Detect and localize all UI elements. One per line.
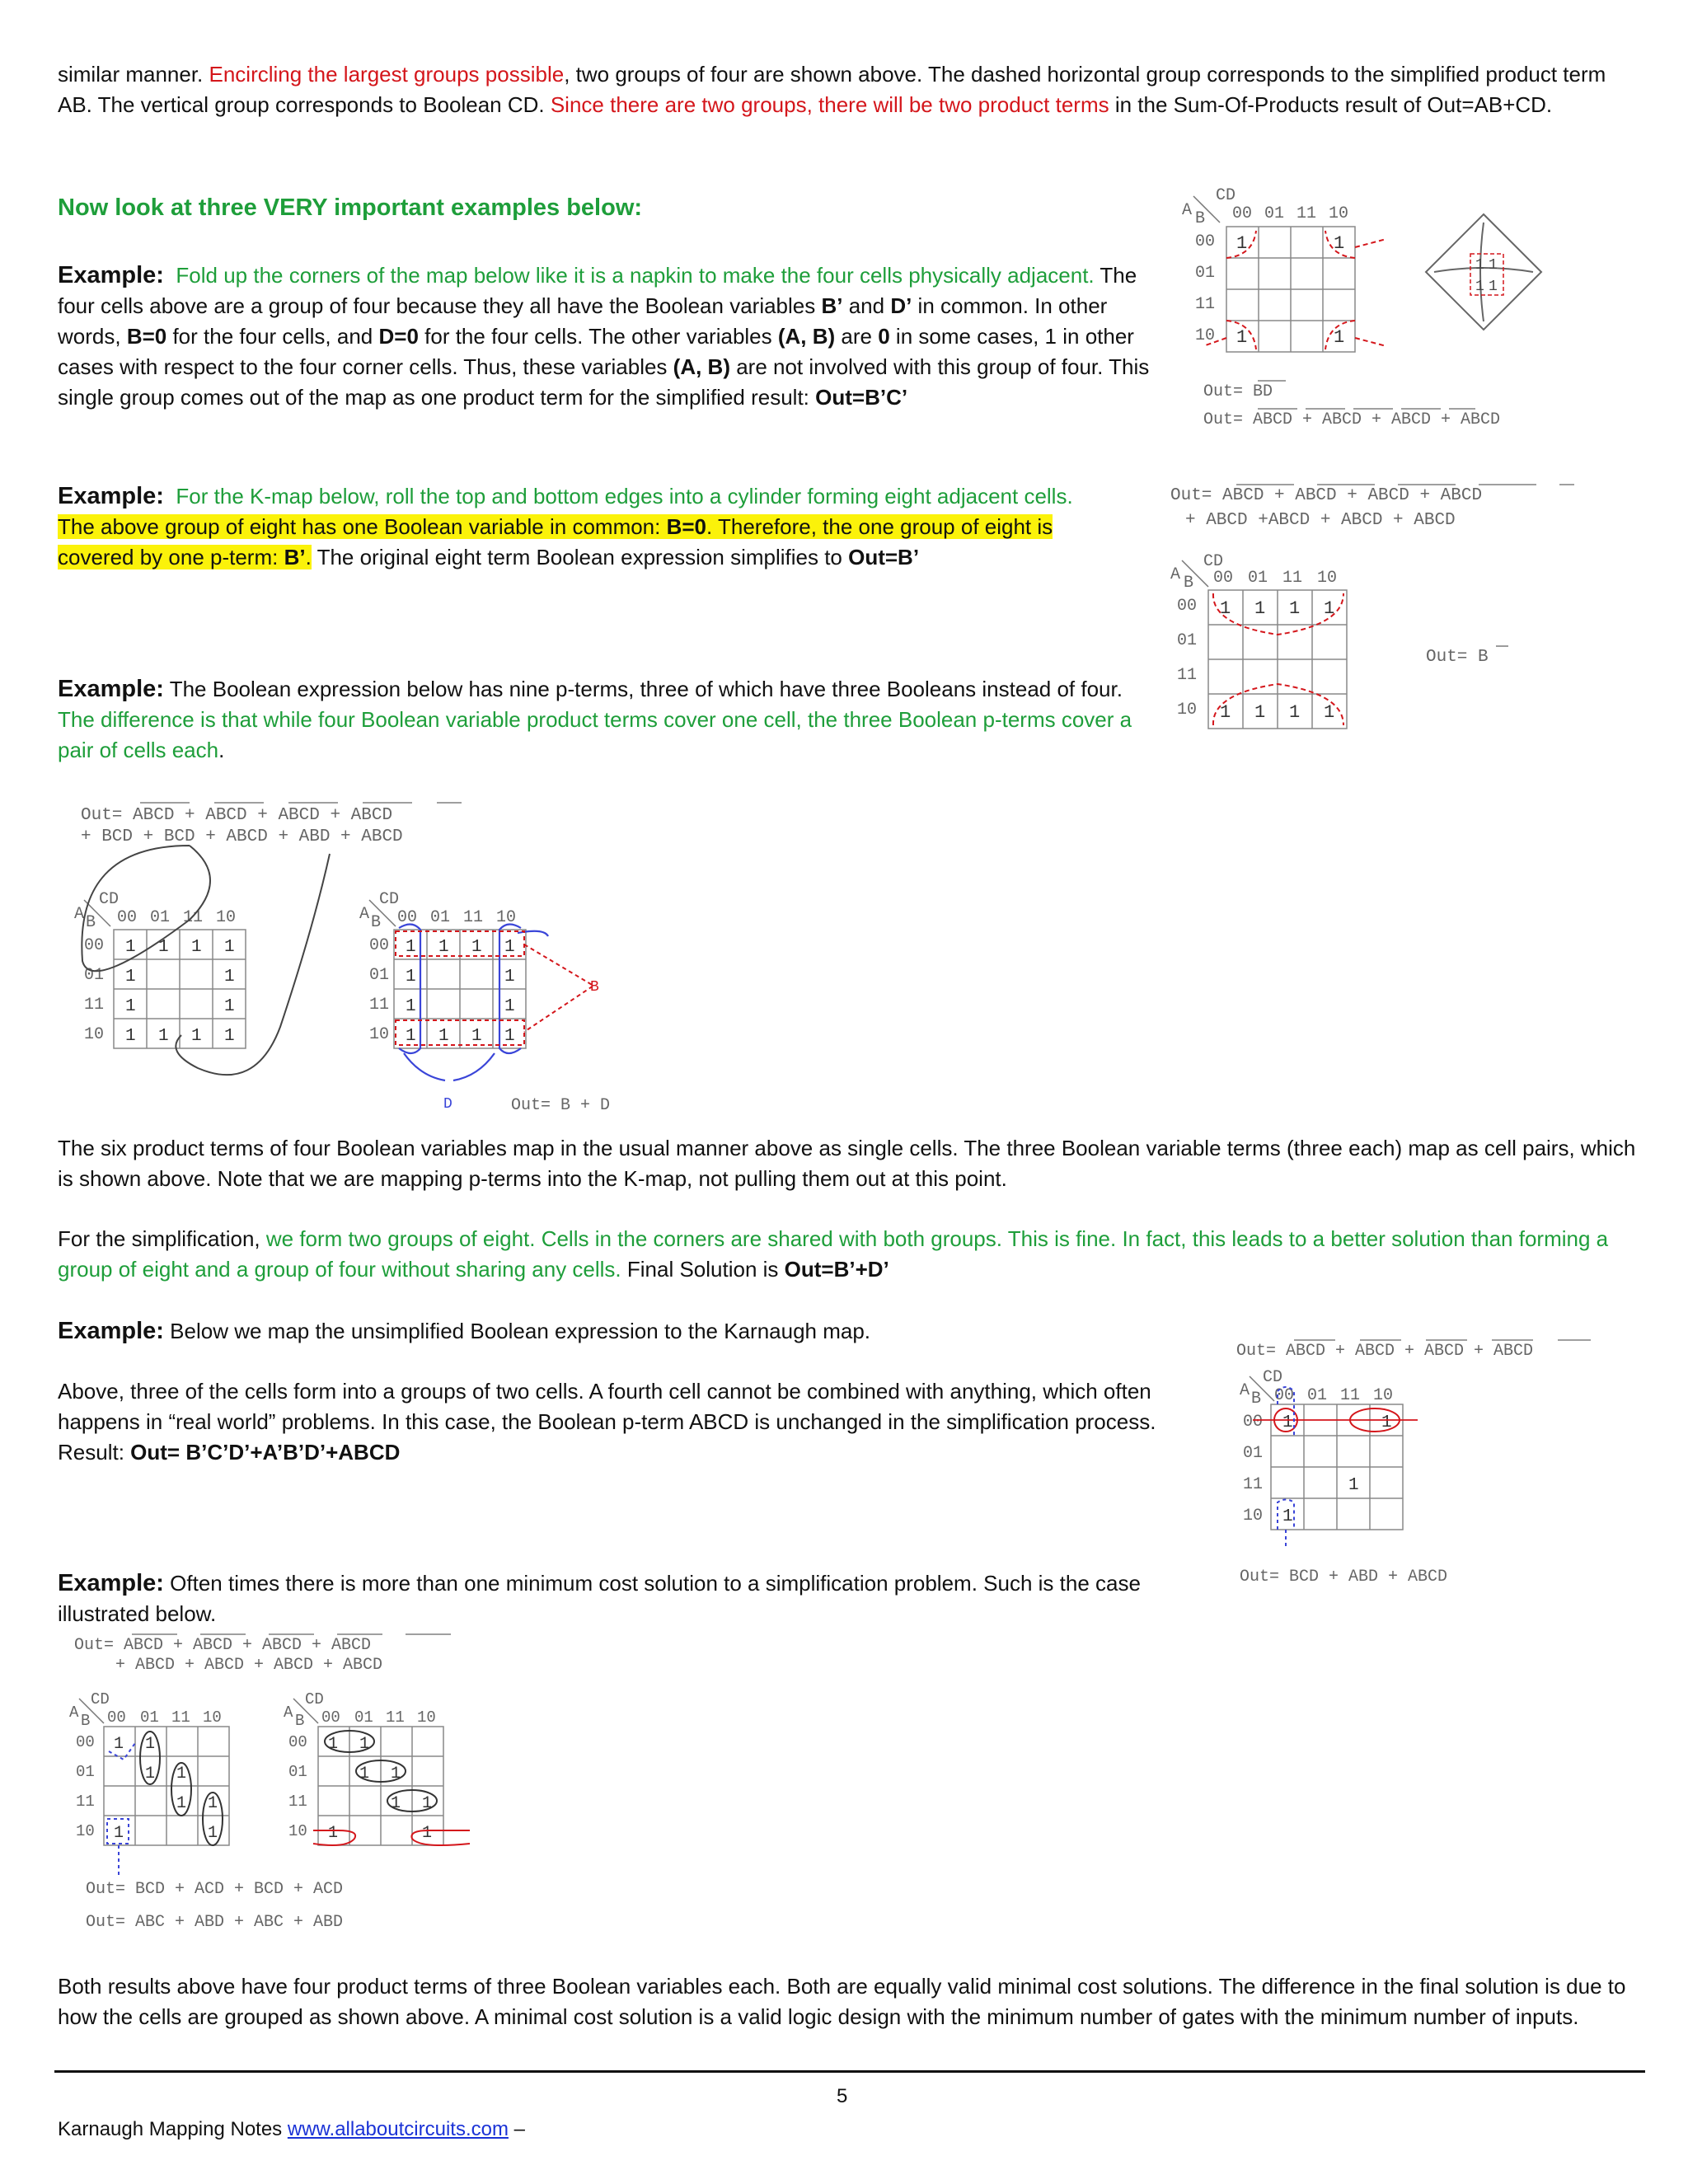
svg-text:11: 11 [288, 1793, 307, 1811]
svg-text:00: 00 [321, 1708, 340, 1727]
svg-text:A: A [74, 905, 85, 924]
svg-text:00: 00 [1213, 569, 1234, 588]
svg-text:B: B [86, 913, 96, 932]
svg-text:1: 1 [406, 938, 416, 957]
svg-text:Out= ABCD + ABCD + ABCD + ABCD: Out= ABCD + ABCD + ABCD + ABCD [81, 806, 393, 825]
svg-text:10: 10 [1329, 204, 1349, 223]
svg-text:1: 1 [125, 938, 136, 957]
svg-text:CD: CD [99, 890, 120, 909]
svg-text:1: 1 [391, 1765, 401, 1783]
svg-text:1: 1 [114, 1735, 124, 1754]
example-5-text: Example: Often times there is more than one minimum cost solution to a simplification problem. Such is the case illustrated below. [58, 1570, 1141, 1626]
svg-text:10: 10 [1177, 701, 1198, 719]
svg-text:1: 1 [391, 1794, 401, 1813]
svg-text:1: 1 [1475, 257, 1484, 274]
svg-text:01: 01 [76, 1763, 95, 1781]
svg-text:01: 01 [369, 966, 390, 985]
svg-text:11: 11 [386, 1708, 405, 1727]
svg-text:CD: CD [1203, 552, 1224, 571]
svg-text:10: 10 [369, 1025, 390, 1044]
svg-text:01: 01 [1195, 264, 1216, 283]
svg-text:10: 10 [1243, 1507, 1264, 1526]
svg-text:00: 00 [84, 936, 105, 955]
svg-text:Out= B: Out= B [1426, 648, 1489, 667]
example-2-text: Example: For the K-map below, roll the top and bottom edges into a cylinder forming eight adjacent cells. The above group of eight has one Boolean variable in common: B=0. Therefore, the one group of eight is covered by one p-term: B’. The original eight term Boolean expression simplifies to Out=B’ [58, 483, 1073, 569]
svg-text:00: 00 [369, 936, 390, 955]
svg-text:B: B [1251, 1390, 1262, 1408]
svg-text:+ ABCD + ABCD + ABCD + ABCD: + ABCD + ABCD + ABCD + ABCD [115, 1656, 383, 1675]
svg-text:11: 11 [1340, 1386, 1361, 1405]
svg-text:1: 1 [158, 1027, 169, 1046]
svg-text:00: 00 [1274, 1386, 1295, 1405]
svg-text:01: 01 [1177, 631, 1198, 650]
section-heading: Now look at three VERY important examples below: [58, 194, 643, 221]
svg-text:00: 00 [1232, 204, 1253, 223]
svg-text:Out= BCD + ACD + BCD + ACD: Out= BCD + ACD + BCD + ACD [86, 1880, 344, 1899]
svg-text:1: 1 [504, 938, 515, 957]
svg-text:1: 1 [1324, 702, 1335, 723]
figure-kmap-two-solutions [66, 1628, 577, 1941]
svg-text:1: 1 [208, 1794, 218, 1813]
example-4-text: Example: Below we map the unsimplified Boolean expression to the Karnaugh map. [58, 1318, 871, 1344]
svg-text:1: 1 [1282, 1507, 1293, 1526]
svg-text:1: 1 [406, 968, 416, 987]
svg-text:A: A [284, 1704, 293, 1722]
svg-text:1: 1 [1254, 702, 1266, 723]
svg-text:Out= ABCD + ABCD + ABCD + ABCD: Out= ABCD + ABCD + ABCD + ABCD [1203, 410, 1501, 429]
svg-text:1: 1 [1475, 279, 1484, 295]
figure-kmap-corners [1170, 181, 1599, 445]
svg-text:01: 01 [1264, 204, 1285, 223]
example-1-text: Example: Fold up the corners of the map below like it is a napkin to make the four cells physically adjacent. The four cells above are a group of four because they all have the Boolean variables B’ and D’ in common. In other words, B=0 for the four cells, and D=0 for the four cells. The other variables (A, B) are 0 in some cases, 1 in other cases with respect to the four corner cells. Thus, these variables (A, B) are not involved with this group of four. This single group comes out of the map as one product term for the simplified result: Out=B’C’ [58, 262, 1150, 410]
svg-text:00: 00 [117, 908, 138, 927]
svg-text:1: 1 [158, 938, 169, 957]
footer-text: Karnaugh Mapping Notes www.allaboutcircuits.com – [58, 2118, 525, 2140]
svg-text:00: 00 [288, 1733, 307, 1751]
svg-text:10: 10 [417, 1708, 436, 1727]
svg-text:01: 01 [1307, 1386, 1328, 1405]
svg-text:1: 1 [224, 938, 235, 957]
svg-text:1: 1 [359, 1735, 370, 1754]
svg-text:00: 00 [397, 908, 418, 927]
svg-text:1: 1 [504, 997, 515, 1016]
svg-text:00: 00 [1177, 597, 1198, 616]
svg-text:00: 00 [76, 1733, 95, 1751]
svg-text:10: 10 [496, 908, 517, 927]
svg-text:1: 1 [191, 1027, 202, 1046]
svg-text:1: 1 [422, 1824, 433, 1843]
svg-text:10: 10 [216, 908, 237, 927]
paragraph-both-results: Both results above have four product terms of three Boolean variables each. Both are equally valid minimal cost solutions. The difference in the final solution is due to how the cells are grouped as shown above. A minimal cost solution is a valid logic design with the minimum number of gates with the minimum number of inputs. [58, 1974, 1626, 2029]
svg-text:1: 1 [438, 1027, 449, 1046]
svg-text:Out= BD: Out= BD [1203, 382, 1273, 401]
svg-text:1: 1 [1334, 233, 1345, 254]
svg-text:00: 00 [1243, 1413, 1264, 1432]
svg-text:1: 1 [145, 1765, 156, 1783]
svg-text:00: 00 [107, 1708, 126, 1727]
svg-text:11: 11 [1195, 295, 1216, 314]
svg-text:B: B [295, 1712, 305, 1730]
svg-text:1: 1 [1489, 279, 1498, 295]
svg-text:B: B [1184, 574, 1194, 593]
svg-text:1: 1 [438, 938, 449, 957]
svg-text:1: 1 [1254, 598, 1266, 619]
svg-text:A: A [69, 1704, 79, 1722]
svg-text:CD: CD [1263, 1368, 1283, 1387]
svg-text:1: 1 [1334, 327, 1345, 348]
svg-text:1: 1 [471, 1027, 482, 1046]
svg-text:1: 1 [1220, 598, 1231, 619]
svg-text:11: 11 [463, 908, 484, 927]
svg-text:01: 01 [84, 966, 105, 985]
svg-text:1: 1 [191, 938, 202, 957]
svg-text:01: 01 [354, 1708, 373, 1727]
svg-text:1: 1 [224, 1027, 235, 1046]
svg-text:A: A [359, 905, 370, 924]
svg-text:1: 1 [1489, 257, 1498, 274]
svg-text:01: 01 [288, 1763, 307, 1781]
svg-text:1: 1 [125, 1027, 136, 1046]
svg-text:1: 1 [422, 1794, 433, 1813]
svg-text:1: 1 [328, 1824, 339, 1843]
svg-text:1: 1 [176, 1794, 187, 1813]
svg-text:Out= ABCD + ABCD + ABCD + ABCD: Out= ABCD + ABCD + ABCD + ABCD [74, 1636, 372, 1655]
svg-text:1: 1 [1236, 327, 1248, 348]
example-3-text: Example: The Boolean expression below has nine p-terms, three of which have three Booleans instead of four. The difference is that while four Boolean variable product terms cover one cell, the three Boolean p-terms cover a pair of cells each. [58, 676, 1132, 762]
svg-text:11: 11 [1243, 1475, 1264, 1494]
figure-kmap-nine-terms [66, 796, 659, 1126]
intro-paragraph: similar manner. Encircling the largest groups possible, two groups of four are shown above. The dashed horizontal group corresponds to the simplified product term AB. The vertical group corresponds to Boolean CD. Since there are two groups, there will be two product terms in the Sum-Of-Products result of Out=AB+CD. [58, 62, 1606, 117]
svg-text:10: 10 [1195, 326, 1216, 345]
svg-text:11: 11 [84, 996, 105, 1015]
svg-text:B: B [81, 1712, 91, 1730]
svg-text:01: 01 [1243, 1444, 1264, 1463]
svg-text:01: 01 [430, 908, 451, 927]
svg-text:11: 11 [1296, 204, 1317, 223]
svg-text:10: 10 [203, 1708, 222, 1727]
svg-text:11: 11 [1177, 666, 1198, 685]
svg-text:1: 1 [406, 1027, 416, 1046]
svg-text:A: A [1182, 201, 1193, 220]
svg-text:Out= ABCD + ABCD + ABCD + ABCD: Out= ABCD + ABCD + ABCD + ABCD [1170, 486, 1483, 505]
svg-text:1: 1 [208, 1824, 218, 1843]
svg-text:11: 11 [183, 908, 204, 927]
svg-text:1: 1 [145, 1735, 156, 1754]
svg-text:1: 1 [1324, 598, 1335, 619]
svg-text:1: 1 [125, 997, 136, 1016]
svg-text:10: 10 [288, 1822, 307, 1840]
svg-text:01: 01 [1248, 569, 1268, 588]
svg-text:1: 1 [176, 1765, 187, 1783]
svg-text:11: 11 [1282, 569, 1303, 588]
svg-text:B: B [371, 913, 382, 932]
figure-kmap-cylinder [1162, 478, 1624, 758]
svg-text:1: 1 [1289, 598, 1301, 619]
svg-text:01: 01 [150, 908, 171, 927]
svg-text:1: 1 [1236, 233, 1248, 254]
svg-text:+ ABCD +ABCD + ABCD + ABCD: + ABCD +ABCD + ABCD + ABCD [1185, 511, 1456, 530]
svg-text:1: 1 [1220, 702, 1231, 723]
paragraph-six-terms: The six product terms of four Boolean variables map in the usual manner above as single cells. The three Boolean variable terms (three each) map as cell pairs, which is shown above. Note that we are mapping p-terms into the K-map, not pulling them out at this point. [58, 1136, 1636, 1191]
figure-kmap-four-cells [1228, 1333, 1640, 1597]
svg-text:1: 1 [504, 1027, 515, 1046]
svg-text:00: 00 [1195, 232, 1216, 251]
svg-text:1: 1 [1289, 702, 1301, 723]
svg-text:Out= ABC + ABD + ABC + ABD: Out= ABC + ABD + ABC + ABD [86, 1913, 344, 1932]
svg-text:A: A [1240, 1381, 1250, 1400]
svg-text:1: 1 [1381, 1413, 1392, 1432]
svg-text:1: 1 [359, 1765, 370, 1783]
svg-text:Out= B + D: Out= B + D [511, 1096, 611, 1115]
paragraph-simplification: For the simplification, we form two groups of eight. Cells in the corners are shared with both groups. This is fine. In fact, this leads to a better solution than forming a group of eight and a group of four without sharing any cells. Final Solution is Out=B’+D’ [58, 1226, 1609, 1282]
footer-link[interactable]: www.allaboutcircuits.com [287, 2118, 509, 2140]
svg-text:1: 1 [224, 997, 235, 1016]
svg-text:01: 01 [140, 1708, 159, 1727]
svg-text:10: 10 [76, 1822, 95, 1840]
svg-text:10: 10 [84, 1025, 105, 1044]
svg-text:10: 10 [1373, 1386, 1394, 1405]
svg-text:1: 1 [224, 968, 235, 987]
page-number: 5 [837, 2085, 848, 2107]
example-4-paragraph: Above, three of the cells form into a groups of two cells. A fourth cell cannot be combined with anything, which often happens in “real world” problems. In this case, the Boolean p-term ABCD is unchanged in the simplification process. Result: Out= B’C’D’+A’B’D’+ABCD [58, 1379, 1156, 1465]
svg-text:+ BCD + BCD + ABCD + ABD + ABC: + BCD + BCD + ABCD + ABD + ABCD [81, 827, 403, 846]
svg-text:11: 11 [369, 996, 390, 1015]
svg-text:B: B [590, 979, 599, 996]
svg-text:Out= BCD + ABD + ABCD: Out= BCD + ABD + ABCD [1240, 1568, 1448, 1586]
svg-text:11: 11 [76, 1793, 95, 1811]
svg-text:A: A [1170, 565, 1181, 584]
svg-text:10: 10 [1317, 569, 1338, 588]
footer-rule [54, 2070, 1645, 2073]
svg-text:1: 1 [125, 968, 136, 987]
svg-text:CD: CD [379, 890, 400, 909]
svg-text:1: 1 [1282, 1413, 1293, 1432]
svg-text:1: 1 [504, 968, 515, 987]
svg-text:CD: CD [305, 1690, 324, 1708]
svg-text:1: 1 [328, 1735, 339, 1754]
svg-text:B: B [1195, 209, 1206, 228]
svg-text:1: 1 [1348, 1476, 1359, 1495]
svg-text:CD: CD [1216, 186, 1236, 205]
svg-text:D: D [443, 1096, 452, 1113]
svg-text:1: 1 [406, 997, 416, 1016]
svg-text:1: 1 [471, 938, 482, 957]
svg-text:Out= ABCD + ABCD + ABCD + ABCD: Out= ABCD + ABCD + ABCD + ABCD [1236, 1342, 1534, 1361]
svg-text:1: 1 [114, 1824, 124, 1843]
svg-text:11: 11 [171, 1708, 190, 1727]
svg-text:CD: CD [91, 1690, 110, 1708]
